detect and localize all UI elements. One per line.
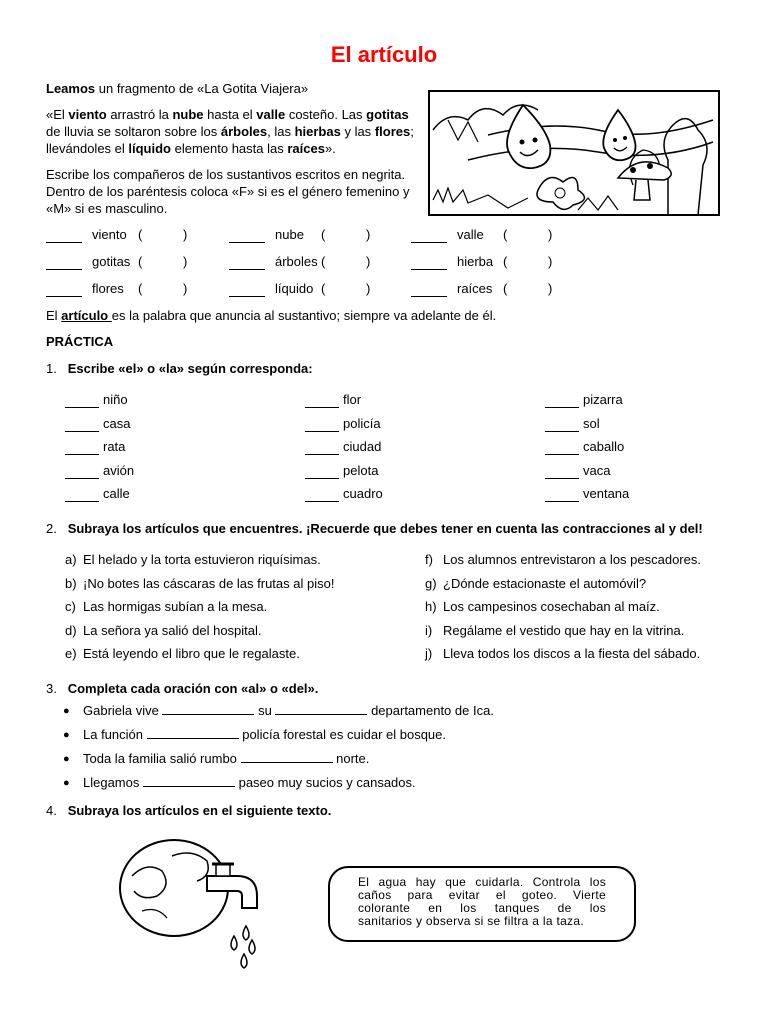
article-blank[interactable] [305, 467, 339, 479]
sentence-part: La función [83, 727, 147, 742]
noun-word: ventana [583, 486, 630, 501]
bubble-line: caños para evitar el goteo. Vierte [358, 888, 606, 902]
sentence-text: Las hormigas subían a la mesa. [83, 599, 268, 615]
bullet-icon: ● [63, 777, 70, 789]
article-blank[interactable] [305, 443, 339, 455]
ex1-prompt: 1. Escribe «el» o «la» según corresponda: [46, 361, 313, 376]
noun-word: nube [275, 227, 304, 242]
sentence-label: j) [425, 646, 433, 662]
earth-faucet-illustration [112, 836, 282, 972]
answer-blank[interactable] [162, 703, 254, 715]
noun-word: viento [92, 227, 127, 242]
fill-sentence [83, 751, 369, 766]
ex2-prompt: 2. Subraya los artículos que encuentres. ¡Recuerde que debes tener en cuenta las contracciones al y del! [46, 521, 703, 536]
sentence-part: Toda la familia salió rumbo [83, 751, 241, 766]
sentence-text: Los alumnos entrevistaron a los pescadores. [443, 552, 701, 567]
article-blank[interactable] [65, 420, 99, 432]
sentence-part: Llegamos [83, 775, 143, 790]
noun-word: líquido [275, 281, 314, 296]
sentence-label: d) [65, 622, 77, 638]
noun-word: caballo [583, 439, 625, 454]
bullet-icon: ● [63, 729, 70, 741]
practice-heading: PRÁCTICA [46, 334, 114, 349]
noun-word: sol [583, 415, 600, 431]
sentence-part: policía forestal es cuidar el bosque. [238, 727, 447, 742]
sentence-label: c) [65, 599, 76, 615]
noun-word: policía [343, 415, 381, 431]
sentence-text: Regálame el vestido que hay en la vitrina. [443, 622, 685, 638]
instruction-line-3: «M» si es masculino. [46, 201, 168, 216]
fill-sentence [83, 727, 446, 742]
answer-blank[interactable] [411, 258, 447, 270]
noun-word: flor [343, 392, 362, 407]
fill-sentence [83, 703, 494, 718]
sentence-part: norte. [332, 751, 370, 766]
noun-word: gotitas [92, 254, 131, 269]
article-blank[interactable] [545, 443, 579, 455]
article-blank[interactable] [545, 467, 579, 479]
gender-parentheses[interactable]: ( [321, 227, 326, 242]
bubble-text [358, 876, 606, 928]
sentence-text: Está leyendo el libro que le regalaste. [83, 646, 300, 662]
gender-parentheses[interactable]: ( [503, 227, 508, 242]
sentence-label: h) [425, 599, 437, 615]
gender-parentheses[interactable]: ( [138, 227, 143, 242]
noun-word: árboles [275, 254, 318, 269]
article-blank[interactable] [65, 443, 99, 455]
sentence-label: f) [425, 552, 433, 567]
article-blank[interactable] [545, 490, 579, 502]
ex4-prompt: 4. Subraya los artículos en el siguiente texto. [46, 803, 332, 818]
answer-blank[interactable] [46, 285, 82, 297]
answer-blank[interactable] [411, 285, 447, 297]
gender-parentheses-close: ) [366, 254, 371, 269]
answer-blank[interactable] [147, 727, 239, 739]
sentence-part: Gabriela vive [83, 703, 163, 718]
gender-parentheses-close: ) [183, 227, 188, 242]
story-line-3: llevándoles el líquido elemento hasta las raíces». [46, 141, 336, 156]
noun-word: casa [103, 415, 131, 431]
answer-blank[interactable] [275, 703, 367, 715]
answer-blank[interactable] [241, 751, 333, 763]
story-line-1: «El viento arrastró la nube hasta el valle costeño. Las gotitas [46, 107, 409, 122]
noun-word: pizarra [583, 392, 623, 407]
answer-blank[interactable] [229, 258, 265, 270]
article-definition: El artículo es la palabra que anuncia al sustantivo; siempre va adelante de él. [46, 308, 497, 323]
bullet-icon: ● [63, 705, 70, 717]
sentence-label: e) [65, 646, 77, 662]
sentence-label: a) [65, 552, 77, 567]
bullet-icon: ● [63, 753, 70, 765]
article-blank[interactable] [305, 490, 339, 502]
raindrops-illustration [428, 90, 720, 216]
instruction-line-1: Escribe los compañeros de los sustantivos escritos en negrita. [46, 167, 406, 182]
sentence-text: Lleva todos los discos a la fiesta del sábado. [443, 646, 701, 662]
bubble-line: El agua hay que cuidarla. Controla los [358, 875, 606, 889]
article-blank[interactable] [305, 420, 339, 432]
answer-blank[interactable] [46, 258, 82, 270]
bubble-line: sanitarios y observa si se filtra a la taza. [358, 914, 584, 928]
gender-parentheses[interactable]: ( [138, 254, 143, 269]
sentence-part: su [254, 703, 276, 718]
noun-word: raíces [457, 281, 493, 296]
sentence-text: La señora ya salió del hospital. [83, 622, 262, 638]
noun-word: vaca [583, 462, 611, 478]
answer-blank[interactable] [229, 285, 265, 297]
gender-parentheses-close: ) [548, 281, 553, 296]
noun-word: avión [103, 462, 135, 478]
article-blank[interactable] [545, 396, 579, 408]
gender-parentheses-close: ) [366, 227, 371, 242]
gender-parentheses[interactable]: ( [138, 281, 143, 296]
sentence-part: departamento de Ica. [367, 703, 494, 718]
sentence-label: g) [425, 575, 437, 591]
sentence-text: ¿Dónde estacionaste el automóvil? [443, 575, 647, 591]
gender-parentheses[interactable]: ( [321, 254, 326, 269]
noun-word: calle [103, 486, 130, 501]
intro-lead: Leamos un fragmento de «La Gotita Viajera» [46, 81, 309, 96]
answer-blank[interactable] [143, 775, 235, 787]
instruction-line-2: Dentro de los paréntesis coloca «F» si es el género femenino y [46, 184, 410, 199]
noun-word: valle [457, 227, 484, 242]
gender-parentheses-close: ) [183, 281, 188, 296]
article-blank[interactable] [65, 467, 99, 479]
noun-word: ciudad [343, 439, 382, 454]
article-blank[interactable] [545, 420, 579, 432]
answer-blank[interactable] [229, 231, 265, 243]
sentence-part: paseo muy sucios y cansados. [234, 775, 416, 790]
noun-word: rata [103, 439, 126, 454]
page-title: El artículo [330, 42, 438, 67]
gender-parentheses-close: ) [548, 254, 553, 269]
story-line-2: de lluvia se soltaron sobre los árboles, las hierbas y las flores; [46, 124, 414, 139]
noun-word: cuadro [343, 486, 383, 501]
sentence-text: El helado y la torta estuvieron riquísimas. [83, 552, 321, 567]
sentence-text: ¡No botes las cáscaras de las frutas al piso! [83, 575, 335, 591]
article-blank[interactable] [65, 490, 99, 502]
ex3-prompt: 3. Completa cada oración con «al» o «del». [46, 681, 319, 696]
gender-parentheses-close: ) [366, 281, 371, 296]
sentence-label: i) [425, 622, 433, 638]
answer-blank[interactable] [46, 231, 82, 243]
noun-word: flores [92, 281, 124, 296]
noun-word: hierba [457, 254, 494, 269]
noun-word: niño [103, 392, 128, 407]
gender-parentheses[interactable]: ( [503, 281, 508, 296]
fill-sentence [83, 775, 416, 790]
sentence-label: b) [65, 575, 77, 591]
gender-parentheses[interactable]: ( [321, 281, 326, 296]
answer-blank[interactable] [411, 231, 447, 243]
gender-parentheses-close: ) [183, 254, 188, 269]
bubble-line: colorante en los tanques de los [358, 901, 606, 915]
gender-parentheses-close: ) [548, 227, 553, 242]
sentence-text: Los campesinos cosechaban al maíz. [443, 599, 660, 615]
gender-parentheses[interactable]: ( [503, 254, 508, 269]
article-blank[interactable] [305, 396, 339, 408]
noun-word: pelota [343, 462, 379, 478]
article-blank[interactable] [65, 396, 99, 408]
